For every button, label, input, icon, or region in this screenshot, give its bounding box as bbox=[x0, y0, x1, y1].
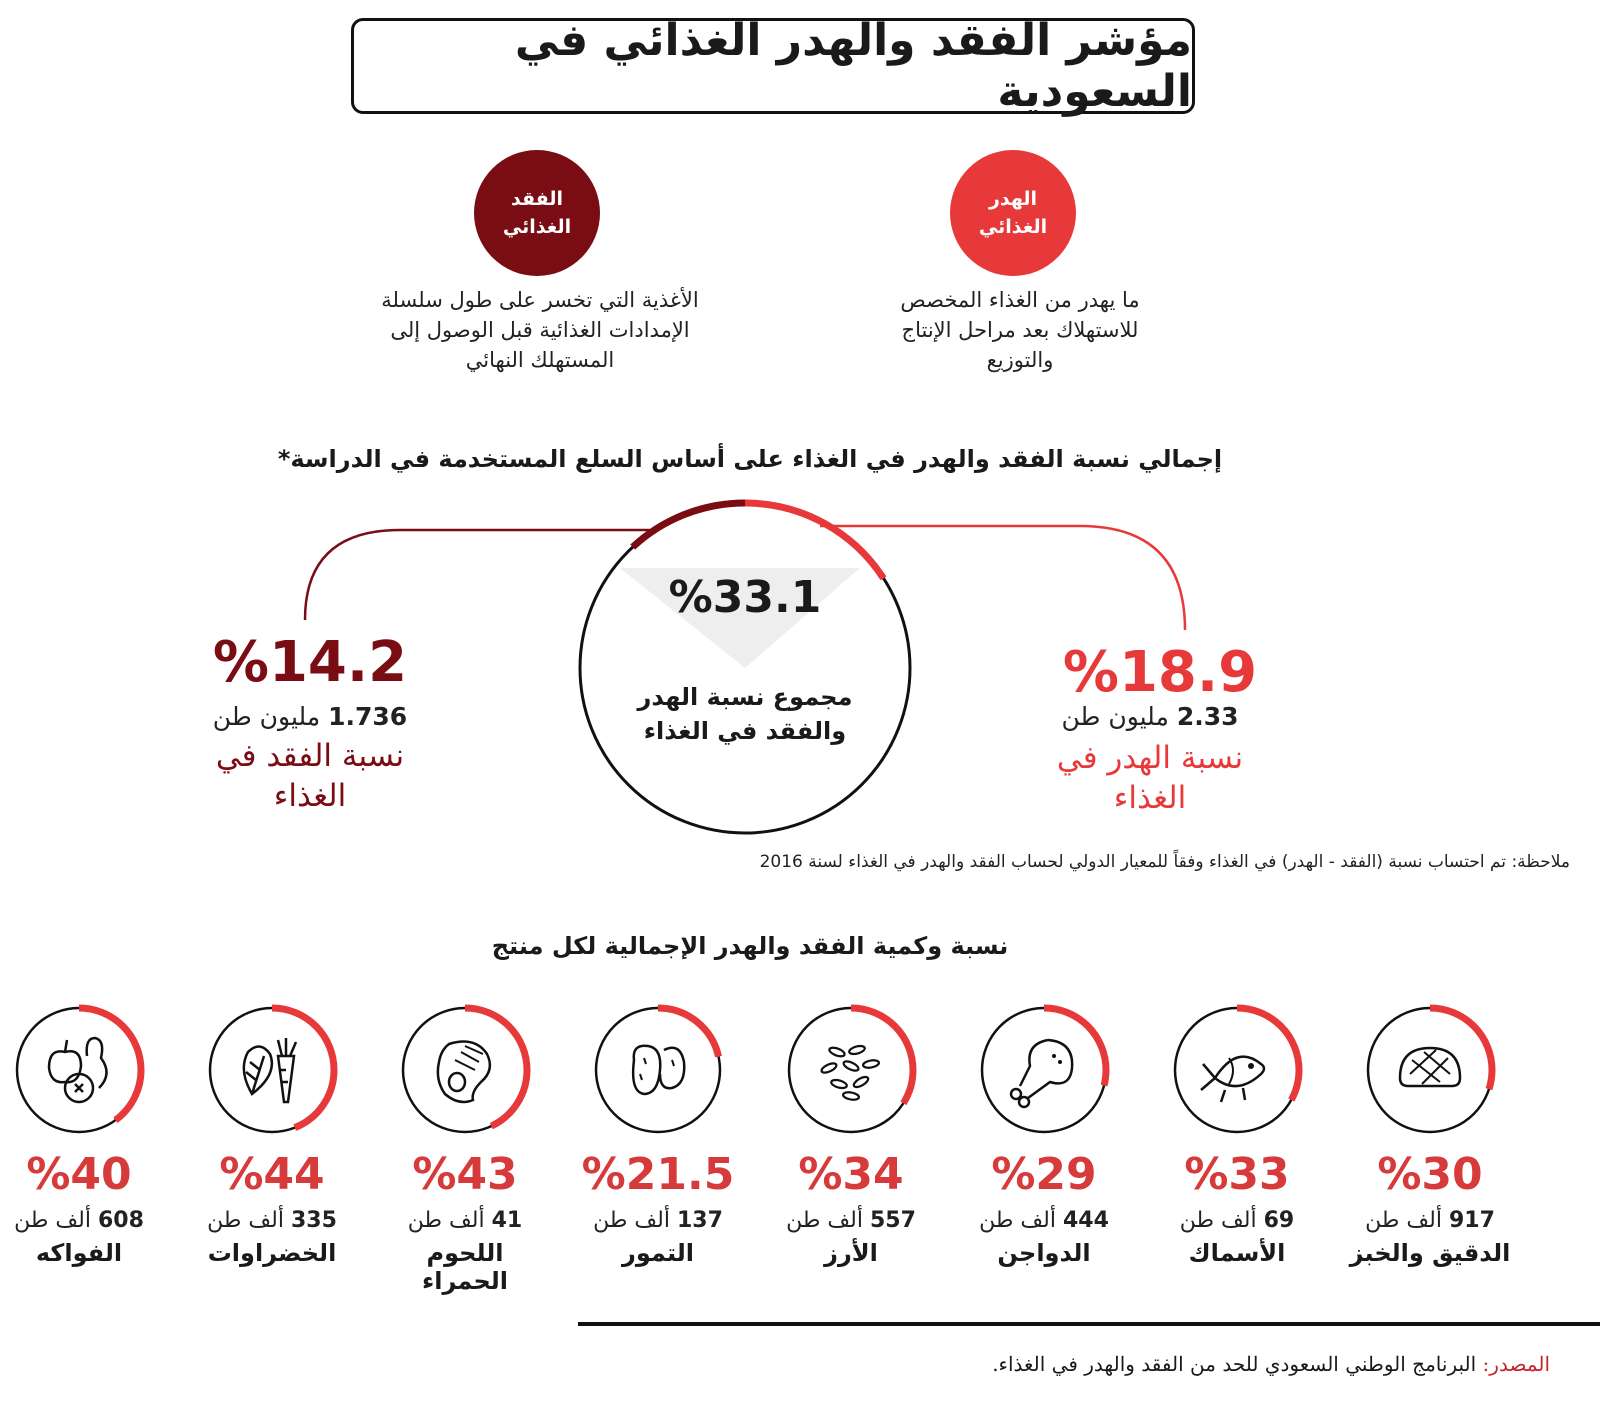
rice-icon bbox=[820, 1045, 879, 1101]
waste-definition-line: للاستهلاك بعد مراحل الإنتاج bbox=[901, 318, 1139, 342]
loss-label-line: نسبة الفقد في bbox=[215, 738, 405, 774]
product-tonnage bbox=[1152, 1208, 1322, 1233]
loss-arc bbox=[633, 503, 745, 547]
source-text: البرنامج الوطني السعودي للحد من الفقد والهدر في الغذاء. bbox=[992, 1352, 1477, 1376]
combined-label-line: والفقد في الغذاء bbox=[643, 717, 847, 745]
product-tonnage bbox=[1345, 1208, 1515, 1233]
product-percentage: %21.5 bbox=[581, 1149, 735, 1200]
dates-icon bbox=[633, 1046, 684, 1094]
waste-badge-line2: الغذائي bbox=[978, 216, 1048, 238]
product-ring bbox=[1345, 995, 1515, 1145]
product-card bbox=[959, 995, 1129, 1267]
loss-definition-badge bbox=[474, 150, 600, 276]
product-tonnage bbox=[766, 1208, 936, 1233]
product-amount: 608 bbox=[97, 1208, 144, 1233]
product-name: التمور bbox=[622, 1239, 694, 1267]
products-section-title: نسبة وكمية الفقد والهدر الإجمالية لكل منتج bbox=[491, 932, 1009, 960]
waste-tonnage bbox=[1010, 702, 1290, 731]
waste-definition-badge bbox=[950, 150, 1076, 276]
total-section-title: إجمالي نسبة الفقد والهدر في الغذاء على أساس السلع المستخدمة في الدراسة* bbox=[277, 445, 1223, 473]
waste-unit: مليون طن bbox=[1061, 702, 1169, 731]
waste-badge-line1: الهدر bbox=[988, 188, 1038, 210]
product-name: الأرز bbox=[824, 1239, 878, 1267]
vegetables-icon bbox=[244, 1038, 296, 1102]
loss-amount: 1.736 bbox=[328, 702, 408, 731]
product-name: الخضراوات bbox=[207, 1239, 337, 1267]
source-label: المصدر: bbox=[1482, 1352, 1550, 1376]
product-ring bbox=[0, 995, 164, 1145]
waste-connector-line bbox=[820, 526, 1185, 630]
product-name: الفواكه bbox=[35, 1239, 123, 1267]
waste-label bbox=[1010, 738, 1290, 818]
waste-label-line: نسبة الهدر في bbox=[1056, 740, 1244, 776]
combined-percentage: %33.1 bbox=[668, 572, 822, 623]
product-tonnage bbox=[187, 1208, 357, 1233]
product-amount: 557 bbox=[869, 1208, 916, 1233]
loss-percentage: %14.2 bbox=[212, 630, 408, 695]
product-ring bbox=[1152, 995, 1322, 1145]
product-name: الأسماك bbox=[1188, 1239, 1286, 1267]
product-unit: ألف طن bbox=[593, 1208, 670, 1233]
product-ring bbox=[187, 995, 357, 1145]
product-percentage: %33 bbox=[1184, 1149, 1290, 1200]
product-amount: 917 bbox=[1448, 1208, 1495, 1233]
waste-arc bbox=[745, 503, 884, 578]
steak-icon bbox=[438, 1042, 490, 1102]
product-card bbox=[380, 995, 550, 1295]
waste-label-line: الغذاء bbox=[1113, 780, 1187, 816]
product-percentage: %40 bbox=[26, 1149, 132, 1200]
product-ring bbox=[959, 995, 1129, 1145]
product-card bbox=[1152, 995, 1322, 1267]
product-card bbox=[0, 995, 164, 1267]
product-tonnage bbox=[0, 1208, 164, 1233]
loss-definition-text bbox=[330, 285, 750, 375]
product-unit: ألف طن bbox=[14, 1208, 91, 1233]
product-ring bbox=[380, 995, 550, 1145]
product-tonnage bbox=[959, 1208, 1129, 1233]
page-title: مؤشر الفقد والهدر الغذائي في السعودية bbox=[351, 18, 1195, 114]
combined-label bbox=[600, 680, 890, 748]
bread-icon bbox=[1400, 1048, 1460, 1086]
product-name: الدواجن bbox=[997, 1239, 1091, 1267]
product-card bbox=[766, 995, 936, 1267]
methodology-note: ملاحظة: تم احتساب نسبة (الفقد - الهدر) في الغذاء وفقاً للمعيار الدولي لحساب الفقد والهدر في الغذاء لسنة 2016 bbox=[759, 852, 1570, 872]
product-ring bbox=[766, 995, 936, 1145]
loss-definition-line: الأغذية التي تخسر على طول سلسلة bbox=[381, 288, 699, 312]
product-card bbox=[573, 995, 743, 1267]
product-amount: 335 bbox=[290, 1208, 337, 1233]
fruits-icon bbox=[49, 1038, 107, 1102]
product-tonnage bbox=[380, 1208, 550, 1233]
product-amount: 69 bbox=[1263, 1208, 1295, 1233]
product-name: اللحوم الحمراء bbox=[421, 1239, 509, 1295]
product-amount: 41 bbox=[491, 1208, 523, 1233]
loss-badge-line1: الفقد bbox=[511, 188, 563, 210]
product-amount: 444 bbox=[1062, 1208, 1109, 1233]
product-tonnage bbox=[573, 1208, 743, 1233]
loss-definition-line: الإمدادات الغذائية قبل الوصول إلى bbox=[390, 318, 690, 342]
product-percentage: %34 bbox=[798, 1149, 904, 1200]
chicken-leg-icon bbox=[1011, 1040, 1072, 1107]
loss-label bbox=[170, 736, 450, 816]
product-percentage: %29 bbox=[991, 1149, 1097, 1200]
loss-tonnage bbox=[170, 702, 450, 731]
waste-definition-line: ما يهدر من الغذاء المخصص bbox=[900, 288, 1140, 312]
product-amount: 137 bbox=[676, 1208, 723, 1233]
loss-connector-line bbox=[305, 530, 650, 620]
product-name: الدقيق والخبز bbox=[1349, 1239, 1511, 1267]
waste-percentage: %18.9 bbox=[1062, 640, 1258, 705]
combined-label-line: مجموع نسبة الهدر bbox=[637, 683, 853, 711]
product-percentage: %44 bbox=[219, 1149, 325, 1200]
product-unit: ألف طن bbox=[1179, 1208, 1257, 1233]
product-ring bbox=[573, 995, 743, 1145]
source-divider bbox=[578, 1322, 1600, 1326]
waste-definition-text bbox=[830, 285, 1210, 375]
fish-icon bbox=[1201, 1057, 1264, 1102]
loss-badge-line2: الغذائي bbox=[502, 216, 572, 238]
waste-amount: 2.33 bbox=[1176, 702, 1239, 731]
product-unit: ألف طن bbox=[1365, 1208, 1442, 1233]
product-percentage: %30 bbox=[1377, 1149, 1483, 1200]
product-percentage: %43 bbox=[412, 1149, 518, 1200]
product-unit: ألف طن bbox=[407, 1208, 485, 1233]
product-card bbox=[187, 995, 357, 1267]
loss-unit: مليون طن bbox=[212, 702, 321, 731]
waste-definition-line: والتوزيع bbox=[986, 348, 1054, 372]
source-line bbox=[992, 1352, 1550, 1376]
loss-label-line: الغذاء bbox=[273, 778, 347, 814]
product-unit: ألف طن bbox=[786, 1208, 863, 1233]
product-unit: ألف طن bbox=[979, 1208, 1056, 1233]
loss-definition-line: المستهلك النهائي bbox=[465, 348, 615, 372]
product-unit: ألف طن bbox=[207, 1208, 284, 1233]
product-card bbox=[1345, 995, 1515, 1267]
